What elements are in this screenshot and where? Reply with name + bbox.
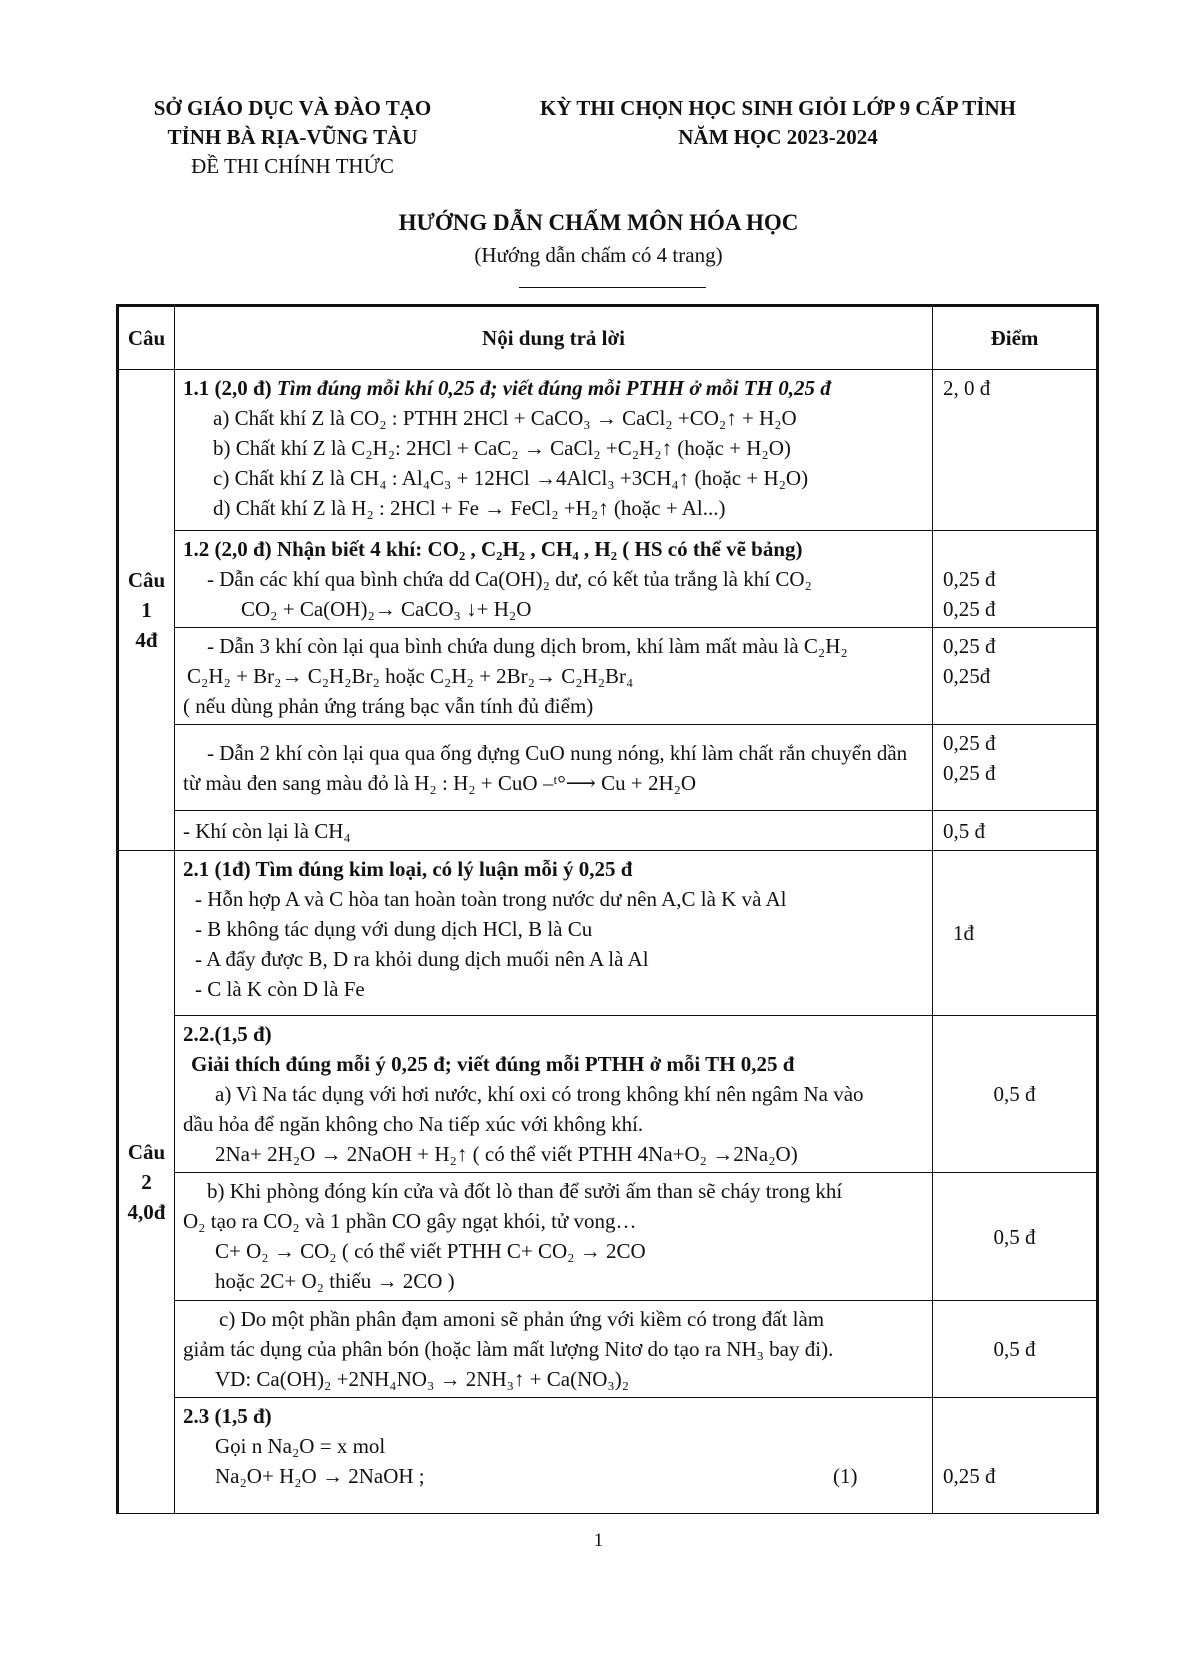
section-1-2-heading: 1.2 (2,0 đ) Nhận biết 4 khí: CO₂ , C₂H₂ , CH₄ , H₂ ( HS có thể vẽ bảng) bbox=[183, 537, 803, 561]
section-2-3-score: 0,25 đ bbox=[933, 1398, 1098, 1514]
list-item: c) Chất khí Z là CH₄ : Al₄C₃ + 12HCl →4AlCl₃ +3CH₄↑ (hoặc + H₂O) bbox=[213, 466, 809, 490]
question-2-label: Câu 2 4,0đ bbox=[118, 851, 175, 1514]
table-row bbox=[118, 725, 1098, 811]
section-2-2-subheading: Giải thích đúng mỗi ý 0,25 đ; viết đúng mỗi PTHH ở mỗi TH 0,25 đ bbox=[191, 1052, 795, 1076]
list-item: b) Chất khí Z là C₂H₂: 2HCl + CaC₂ → CaCl₂ +C₂H₂↑ (hoặc + H₂O) bbox=[213, 436, 791, 460]
table-row bbox=[118, 628, 1098, 725]
header-content: Nội dung trả lời bbox=[175, 306, 933, 370]
section-2-3: 2.3 (1,5 đ) Gọi n Na₂O = x mol Na₂O+ H₂O → 2NaOH ; (1) bbox=[175, 1398, 933, 1514]
document-title: HƯỚNG DẪN CHẤM MÔN HÓA HỌC bbox=[398, 210, 799, 235]
table-row bbox=[118, 370, 1098, 531]
table-row bbox=[118, 811, 1098, 851]
list-item: - A đẩy được B, D ra khỏi dung dịch muối nên A là Al bbox=[195, 947, 649, 971]
list-item: - Hỗn hợp A và C hòa tan hoàn toàn trong nước dư nên A,C là K và Al bbox=[195, 887, 787, 911]
section-1-2-part-d: - Khí còn lại là CH₄ bbox=[175, 811, 933, 851]
table-row bbox=[118, 1173, 1098, 1301]
school-year: NĂM HỌC 2023-2024 bbox=[678, 125, 878, 149]
exam-name: KỲ THI CHỌN HỌC SINH GIỎI LỚP 9 CẤP TỈNH bbox=[540, 96, 1016, 120]
table-row bbox=[118, 1301, 1098, 1398]
title-underline bbox=[519, 287, 706, 288]
section-2-1-heading: 2.1 (1đ) Tìm đúng kim loại, có lý luận mỗi ý 0,25 đ bbox=[183, 857, 633, 881]
section-1-2-part-a-score: 0,25 đ 0,25 đ bbox=[933, 531, 1098, 628]
section-2-2-part-c: c) Do một phần phân đạm amoni sẽ phản ứng với kiềm có trong đất làm giảm tác dụng của phân bón (hoặc làm mất lượng Nitơ do tạo ra NH₃ bay đi). VD: Ca(OH)₂ +2NH₄NO₃ → 2NH₃↑ + Ca(NO₃)₂ bbox=[175, 1301, 933, 1398]
section-2-2-part-c-score: 0,5 đ bbox=[933, 1301, 1098, 1398]
table-row bbox=[118, 1398, 1098, 1514]
section-2-2-heading: 2.2.(1,5 đ) bbox=[183, 1022, 272, 1046]
section-1-2-part-b: - Dẫn 3 khí còn lại qua bình chứa dung dịch brom, khí làm mất màu là C₂H₂ C₂H₂ + Br₂→ C₂H₂Br₂ hoặc C₂H₂ + 2Br₂→ C₂H₂Br₄ ( nếu dùng phản ứng tráng bạc vẫn tính đủ điểm) bbox=[175, 628, 933, 725]
section-1-2-part-a: 1.2 (2,0 đ) Nhận biết 4 khí: CO₂ , C₂H₂ , CH₄ , H₂ ( HS có thể vẽ bảng) - Dẫn các khí qua bình chứa dd Ca(OH)₂ dư, có kết tủa trắng là khí CO₂ CO₂ + Ca(OH)₂→ CaCO₃ ↓+ H₂O bbox=[175, 531, 933, 628]
province-name: TỈNH BÀ RỊA-VŨNG TÀU bbox=[167, 125, 418, 149]
section-1-2-part-c-score: 0,25 đ 0,25 đ bbox=[933, 725, 1098, 811]
list-item: - C là K còn D là Fe bbox=[195, 977, 365, 1001]
section-1-2-part-d-score: 0,5 đ bbox=[933, 811, 1098, 851]
list-item: d) Chất khí Z là H₂ : 2HCl + Fe → FeCl₂ +H₂↑ (hoặc + Al...) bbox=[213, 496, 726, 520]
section-2-2-part-b: b) Khi phòng đóng kín cửa và đốt lò than để sưởi ấm than sẽ cháy trong khí O₂ tạo ra CO₂ và 1 phần CO gây ngạt khói, tử vong… C+ O₂ → CO₂ ( có thể viết PTHH C+ CO₂ → 2CO hoặc 2C+ O₂ thiếu → 2CO ) bbox=[175, 1173, 933, 1301]
table-header-row bbox=[118, 306, 1098, 370]
section-2-3-heading: 2.3 (1,5 đ) bbox=[183, 1404, 272, 1428]
table-row bbox=[118, 1016, 1098, 1173]
list-item: a) Chất khí Z là CO₂ : PTHH 2HCl + CaCO₃ → CaCl₂ +CO₂↑ + H₂O bbox=[213, 406, 797, 430]
section-2-2-part-a-score: 0,5 đ bbox=[933, 1016, 1098, 1173]
section-2-1 bbox=[175, 851, 933, 1016]
table-row bbox=[118, 531, 1098, 628]
section-2-2-part-b-score: 0,5 đ bbox=[933, 1173, 1098, 1301]
header-score: Điểm bbox=[933, 306, 1098, 370]
section-2-1-score: 1đ bbox=[933, 851, 1098, 1016]
section-2-2-part-a: 2.2.(1,5 đ) Giải thích đúng mỗi ý 0,25 đ; viết đúng mỗi PTHH ở mỗi TH 0,25 đ a) Vì Na tác dụng với hơi nước, khí oxi có trong không khí nên ngâm Na vào dầu hỏa để ngăn không cho Na tiếp xúc với không khí. 2Na+ 2H₂O → 2NaOH + H₂↑ ( có thể viết PTHH 4Na+O₂ →2Na₂O) bbox=[175, 1016, 933, 1173]
section-1-2-part-c: - Dẫn 2 khí còn lại qua qua ống đựng CuO nung nóng, khí làm chất rắn chuyển dần từ màu đen sang màu đỏ là H₂ : H₂ + CuO ⎯ᵗ°⟶ Cu + 2H₂O bbox=[175, 725, 933, 811]
section-1-2-part-b-score: 0,25 đ 0,25đ bbox=[933, 628, 1098, 725]
table-row bbox=[118, 851, 1098, 1016]
department-name: SỞ GIÁO DỤC VÀ ĐÀO TẠO bbox=[153, 96, 432, 120]
exam-header bbox=[478, 94, 1078, 152]
list-item: - B không tác dụng với dung dịch HCl, B là Cu bbox=[195, 917, 593, 941]
section-1-1-score: 2, 0 đ bbox=[933, 370, 1098, 531]
equation-number: (1) bbox=[833, 1464, 858, 1488]
department-header bbox=[120, 94, 465, 181]
section-1-1: 1.1 (2,0 đ) Tìm đúng mỗi khí 0,25 đ; viết đúng mỗi PTHH ở mỗi TH 0,25 đ a) Chất khí Z là CO₂ : PTHH 2HCl + CaCO₃ → CaCl₂ +CO₂↑ + H₂O b) Chất khí Z là C₂H₂: 2HCl + CaC₂ → CaCl₂ +C₂H₂↑ (hoặc + H₂O) c) Chất khí Z là CH₄ : Al₄C₃ + 12HCl →4AlCl₃ +3CH₄↑ (hoặc + H₂O) d) Chất khí Z là H₂ : 2HCl + Fe → FeCl₂ +H₂↑ (hoặc + Al...) bbox=[175, 370, 933, 531]
document-subtitle: (Hướng dẫn chấm có 4 trang) bbox=[474, 243, 723, 267]
official-exam-label: ĐỀ THI CHÍNH THỨC bbox=[191, 154, 394, 178]
grading-table bbox=[116, 304, 1099, 1514]
page-number: 1 bbox=[593, 1530, 604, 1551]
question-1-label: Câu 1 4đ bbox=[118, 370, 175, 851]
header-question: Câu bbox=[118, 306, 175, 370]
